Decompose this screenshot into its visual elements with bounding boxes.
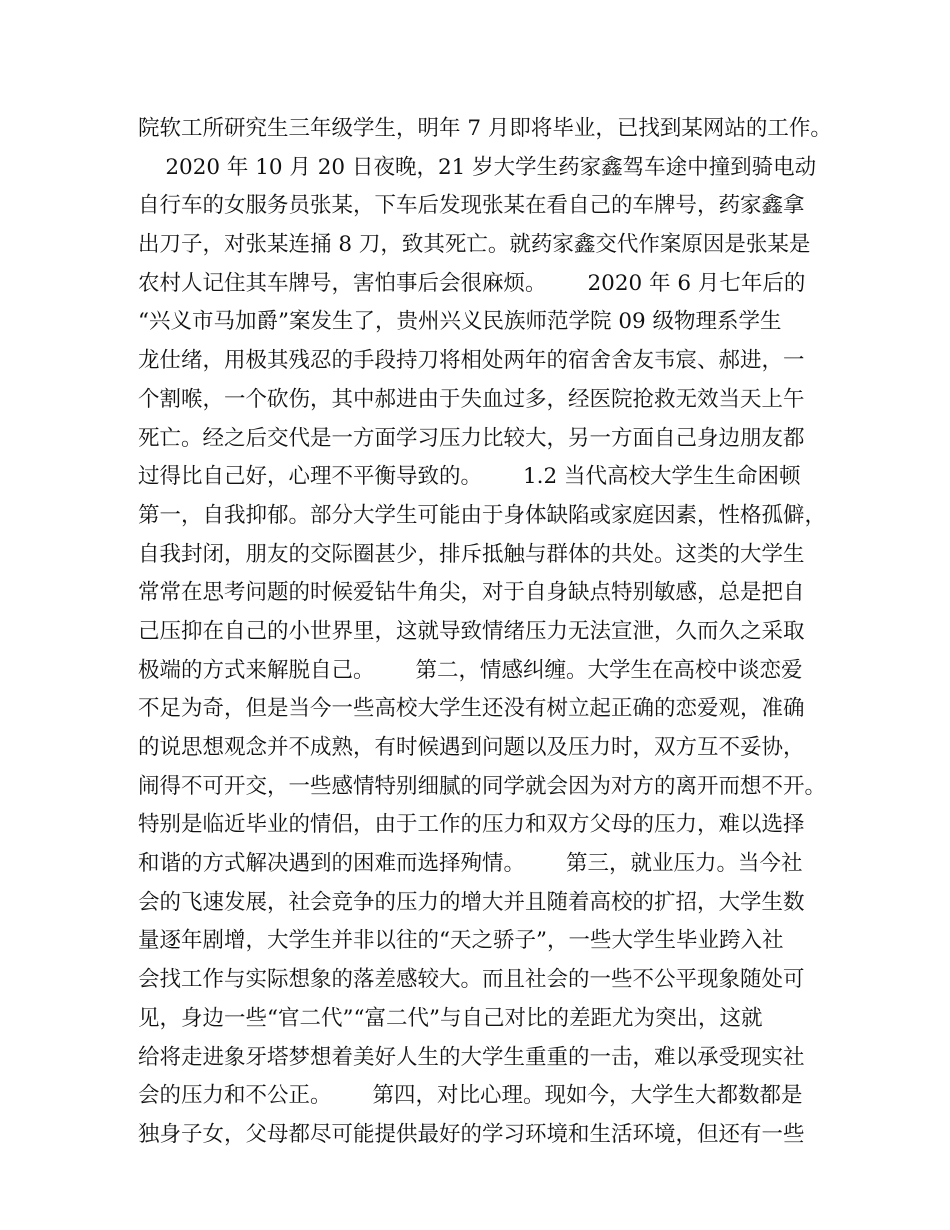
text-line: 过得比自己好，心理不平衡导致的。 1.2 当代高校大学生生命困顿	[138, 464, 801, 490]
text-line: 自我封闭，朋友的交际圈甚少，排斥抵触与群体的共处。这类的大学生	[138, 541, 805, 567]
text-line: 和谐的方式解决遇到的困难而选择殉情。 第三，就业压力。当今社	[138, 851, 803, 877]
text-line: 不足为奇，但是当今一些高校大学生还没有树立起正确的恋爱观，准确	[138, 696, 805, 722]
text-line: 常常在思考问题的时候爱钻牛角尖，对于自身缺点特别敏感，总是把自	[138, 580, 805, 606]
text-line: 极端的方式来解脱自己。 第二，情感纠缠。大学生在高校中谈恋爱	[138, 657, 803, 683]
text-line: 会找工作与实际想象的落差感较大。而且社会的一些不公平现象随处可	[138, 967, 805, 993]
text-line: 第一，自我抑郁。部分大学生可能由于身体缺陷或家庭因素，性格孤僻，	[138, 502, 827, 528]
text-line: 特别是临近毕业的情侣，由于工作的压力和双方父母的压力，难以选择	[138, 812, 805, 838]
text-line: 会的飞速发展，社会竞争的压力的增大并且随着高校的扩招，大学生数	[138, 889, 805, 915]
text-line: 个割喉，一个砍伤，其中郝进由于失血过多，经医院抢救无效当天上午	[138, 386, 805, 412]
text-line: 见，身边一些“官二代”“富二代”与自己对比的差距尤为突出，这就	[138, 1005, 763, 1031]
text-line: 会的压力和不公正。 第四，对比心理。现如今，大学生大都数都是	[138, 1083, 803, 1109]
text-line: 量逐年剧增，大学生并非以往的“天之骄子”，一些大学生毕业跨入社	[138, 928, 784, 954]
text-line: 的说思想观念并不成熟，有时候遇到问题以及压力时，双方互不妥协，	[138, 735, 805, 760]
text-line: 龙仕绪，用极其残忍的手段持刀将相处两年的宿舍舍友韦宸、郝进，一	[138, 348, 805, 374]
text-line: 死亡。经之后交代是一方面学习压力比较大，另一方面自己身边朋友都	[138, 425, 805, 451]
body-text	[138, 110, 832, 1155]
text-line: 给将走进象牙塔梦想着美好人生的大学生重重的一击，难以承受现实社	[138, 1044, 805, 1070]
text-line: 独身子女，父母都尽可能提供最好的学习环境和生活环境，但还有一些	[138, 1121, 805, 1147]
text-line: 己压抑在自己的小世界里，这就导致情绪压力无法宣泄，久而久之采取	[138, 618, 805, 644]
text-line: 院软工所研究生三年级学生，明年 7 月即将毕业，已找到某网站的工作。	[138, 116, 832, 141]
text-line: 自行车的女服务员张某，下车后发现张某在看自己的车牌号，药家鑫拿	[138, 193, 805, 219]
text-line: 闹得不可开交，一些感情特别细腻的同学就会因为对方的离开而想不开。	[138, 773, 827, 799]
text-line: “兴义市马加爵”案发生了，贵州兴义民族师范学院 09 级物理系学生	[138, 309, 782, 335]
text-line: 2020 年 10 月 20 日夜晚，21 岁大学生药家鑫驾车途中撞到骑电动	[138, 154, 817, 180]
text-line: 出刀子，对张某连捅 8 刀，致其死亡。就药家鑫交代作案原因是张某是	[138, 232, 811, 258]
text-line: 农村人记住其车牌号，害怕事后会很麻烦。 2020 年 6 月七年后的	[138, 270, 806, 296]
